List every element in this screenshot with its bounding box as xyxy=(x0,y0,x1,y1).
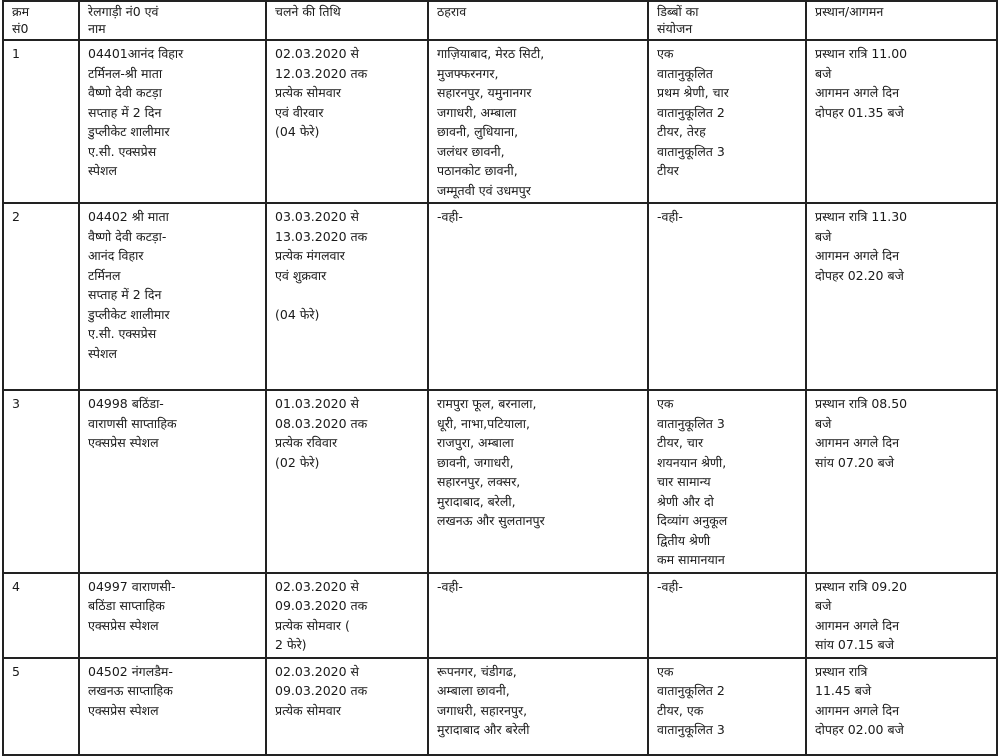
cell-train: 04401आनंद विहार टर्मिनल-श्री माता वैष्णो देवी कटड़ा सप्ताह में 2 दिन डुप्लीकेट शालीमार ए.सी. एक्सप्रेस स्पेशल xyxy=(79,40,266,203)
table-row xyxy=(3,658,997,755)
cell-coaches: -वही- xyxy=(648,203,806,390)
header-timings: प्रस्थान/आगमन xyxy=(806,1,997,40)
cell-timings: प्रस्थान रात्रि 11.00 बजे आगमन अगले दिन दोपहर 01.35 बजे xyxy=(806,40,997,203)
cell-halts: -वही- xyxy=(428,203,648,390)
cell-timings: प्रस्थान रात्रि 09.20 बजे आगमन अगले दिन सांय 07.15 बजे xyxy=(806,573,997,658)
cell-serial: 5 xyxy=(3,658,79,755)
table-row xyxy=(3,390,997,573)
cell-serial: 2 xyxy=(3,203,79,390)
table-row xyxy=(3,203,997,390)
cell-halts: -वही- xyxy=(428,573,648,658)
cell-train: 04998 बठिंडा- वाराणसी साप्ताहिक एक्सप्रेस स्पेशल xyxy=(79,390,266,573)
header-coaches: डिब्बों का संयोजन xyxy=(648,1,806,40)
cell-dates: 01.03.2020 से 08.03.2020 तक प्रत्येक रविवार (02 फेरे) xyxy=(266,390,428,573)
cell-dates: 03.03.2020 से 13.03.2020 तक प्रत्येक मंगलवार एवं शुक्रवार (04 फेरे) xyxy=(266,203,428,390)
cell-dates: 02.03.2020 से 09.03.2020 तक प्रत्येक सोमवार xyxy=(266,658,428,755)
cell-serial: 3 xyxy=(3,390,79,573)
header-train: रेलगाड़ी नं0 एवं नाम xyxy=(79,1,266,40)
header-dates: चलने की तिथि xyxy=(266,1,428,40)
header-halts: ठहराव xyxy=(428,1,648,40)
cell-coaches: एक वातानुकूलित 2 टीयर, एक वातानुकूलित 3 xyxy=(648,658,806,755)
cell-train: 04997 वाराणसी- बठिंडा साप्ताहिक एक्सप्रेस स्पेशल xyxy=(79,573,266,658)
cell-timings: प्रस्थान रात्रि 11.30 बजे आगमन अगले दिन दोपहर 02.20 बजे xyxy=(806,203,997,390)
header-serial: क्रम सं0 xyxy=(3,1,79,40)
table-header-row xyxy=(3,1,997,40)
table-row xyxy=(3,40,997,203)
table-row xyxy=(3,573,997,658)
train-schedule-table xyxy=(2,0,998,756)
cell-coaches: एक वातानुकूलित 3 टीयर, चार शयनयान श्रेणी, चार सामान्य श्रेणी और दो दिव्यांग अनुकूल द्वितीय श्रेणी कम सामानयान xyxy=(648,390,806,573)
cell-coaches: -वही- xyxy=(648,573,806,658)
cell-timings: प्रस्थान रात्रि 11.45 बजे आगमन अगले दिन दोपहर 02.00 बजे xyxy=(806,658,997,755)
cell-train: 04502 नंगलडैम- लखनऊ साप्ताहिक एक्सप्रेस स्पेशल xyxy=(79,658,266,755)
document-page xyxy=(2,0,996,737)
cell-halts: गाज़ियाबाद, मेरठ सिटी, मुजफ्फरनगर, सहारनपुर, यमुनानगर जगाधरी, अम्बाला छावनी, लुधियाना, जलंधर छावनी, पठानकोट छावनी, जम्मूतवी एवं उधमपुर xyxy=(428,40,648,203)
cell-halts: रूपनगर, चंडीगढ, अम्बाला छावनी, जगाधरी, सहारनपुर, मुरादाबाद और बरेली xyxy=(428,658,648,755)
cell-serial: 1 xyxy=(3,40,79,203)
cell-dates: 02.03.2020 से 09.03.2020 तक प्रत्येक सोमवार ( 2 फेरे) xyxy=(266,573,428,658)
cell-coaches: एक वातानुकूलित प्रथम श्रेणी, चार वातानुकूलित 2 टीयर, तेरह वातानुकूलित 3 टीयर xyxy=(648,40,806,203)
cell-serial: 4 xyxy=(3,573,79,658)
cell-timings: प्रस्थान रात्रि 08.50 बजे आगमन अगले दिन सांय 07.20 बजे xyxy=(806,390,997,573)
cell-dates: 02.03.2020 से 12.03.2020 तक प्रत्येक सोमवार एवं वीरवार (04 फेरे) xyxy=(266,40,428,203)
cell-train: 04402 श्री माता वैष्णो देवी कटड़ा- आनंद विहार टर्मिनल सप्ताह में 2 दिन डुप्लीकेट शालीमार ए.सी. एक्सप्रेस स्पेशल xyxy=(79,203,266,390)
cell-halts: रामपुरा फूल, बरनाला, धूरी, नाभा,पटियाला, राजपुरा, अम्बाला छावनी, जगाधरी, सहारनपुर, लक्सर, मुरादाबाद, बरेली, लखनऊ और सुलतानपुर xyxy=(428,390,648,573)
